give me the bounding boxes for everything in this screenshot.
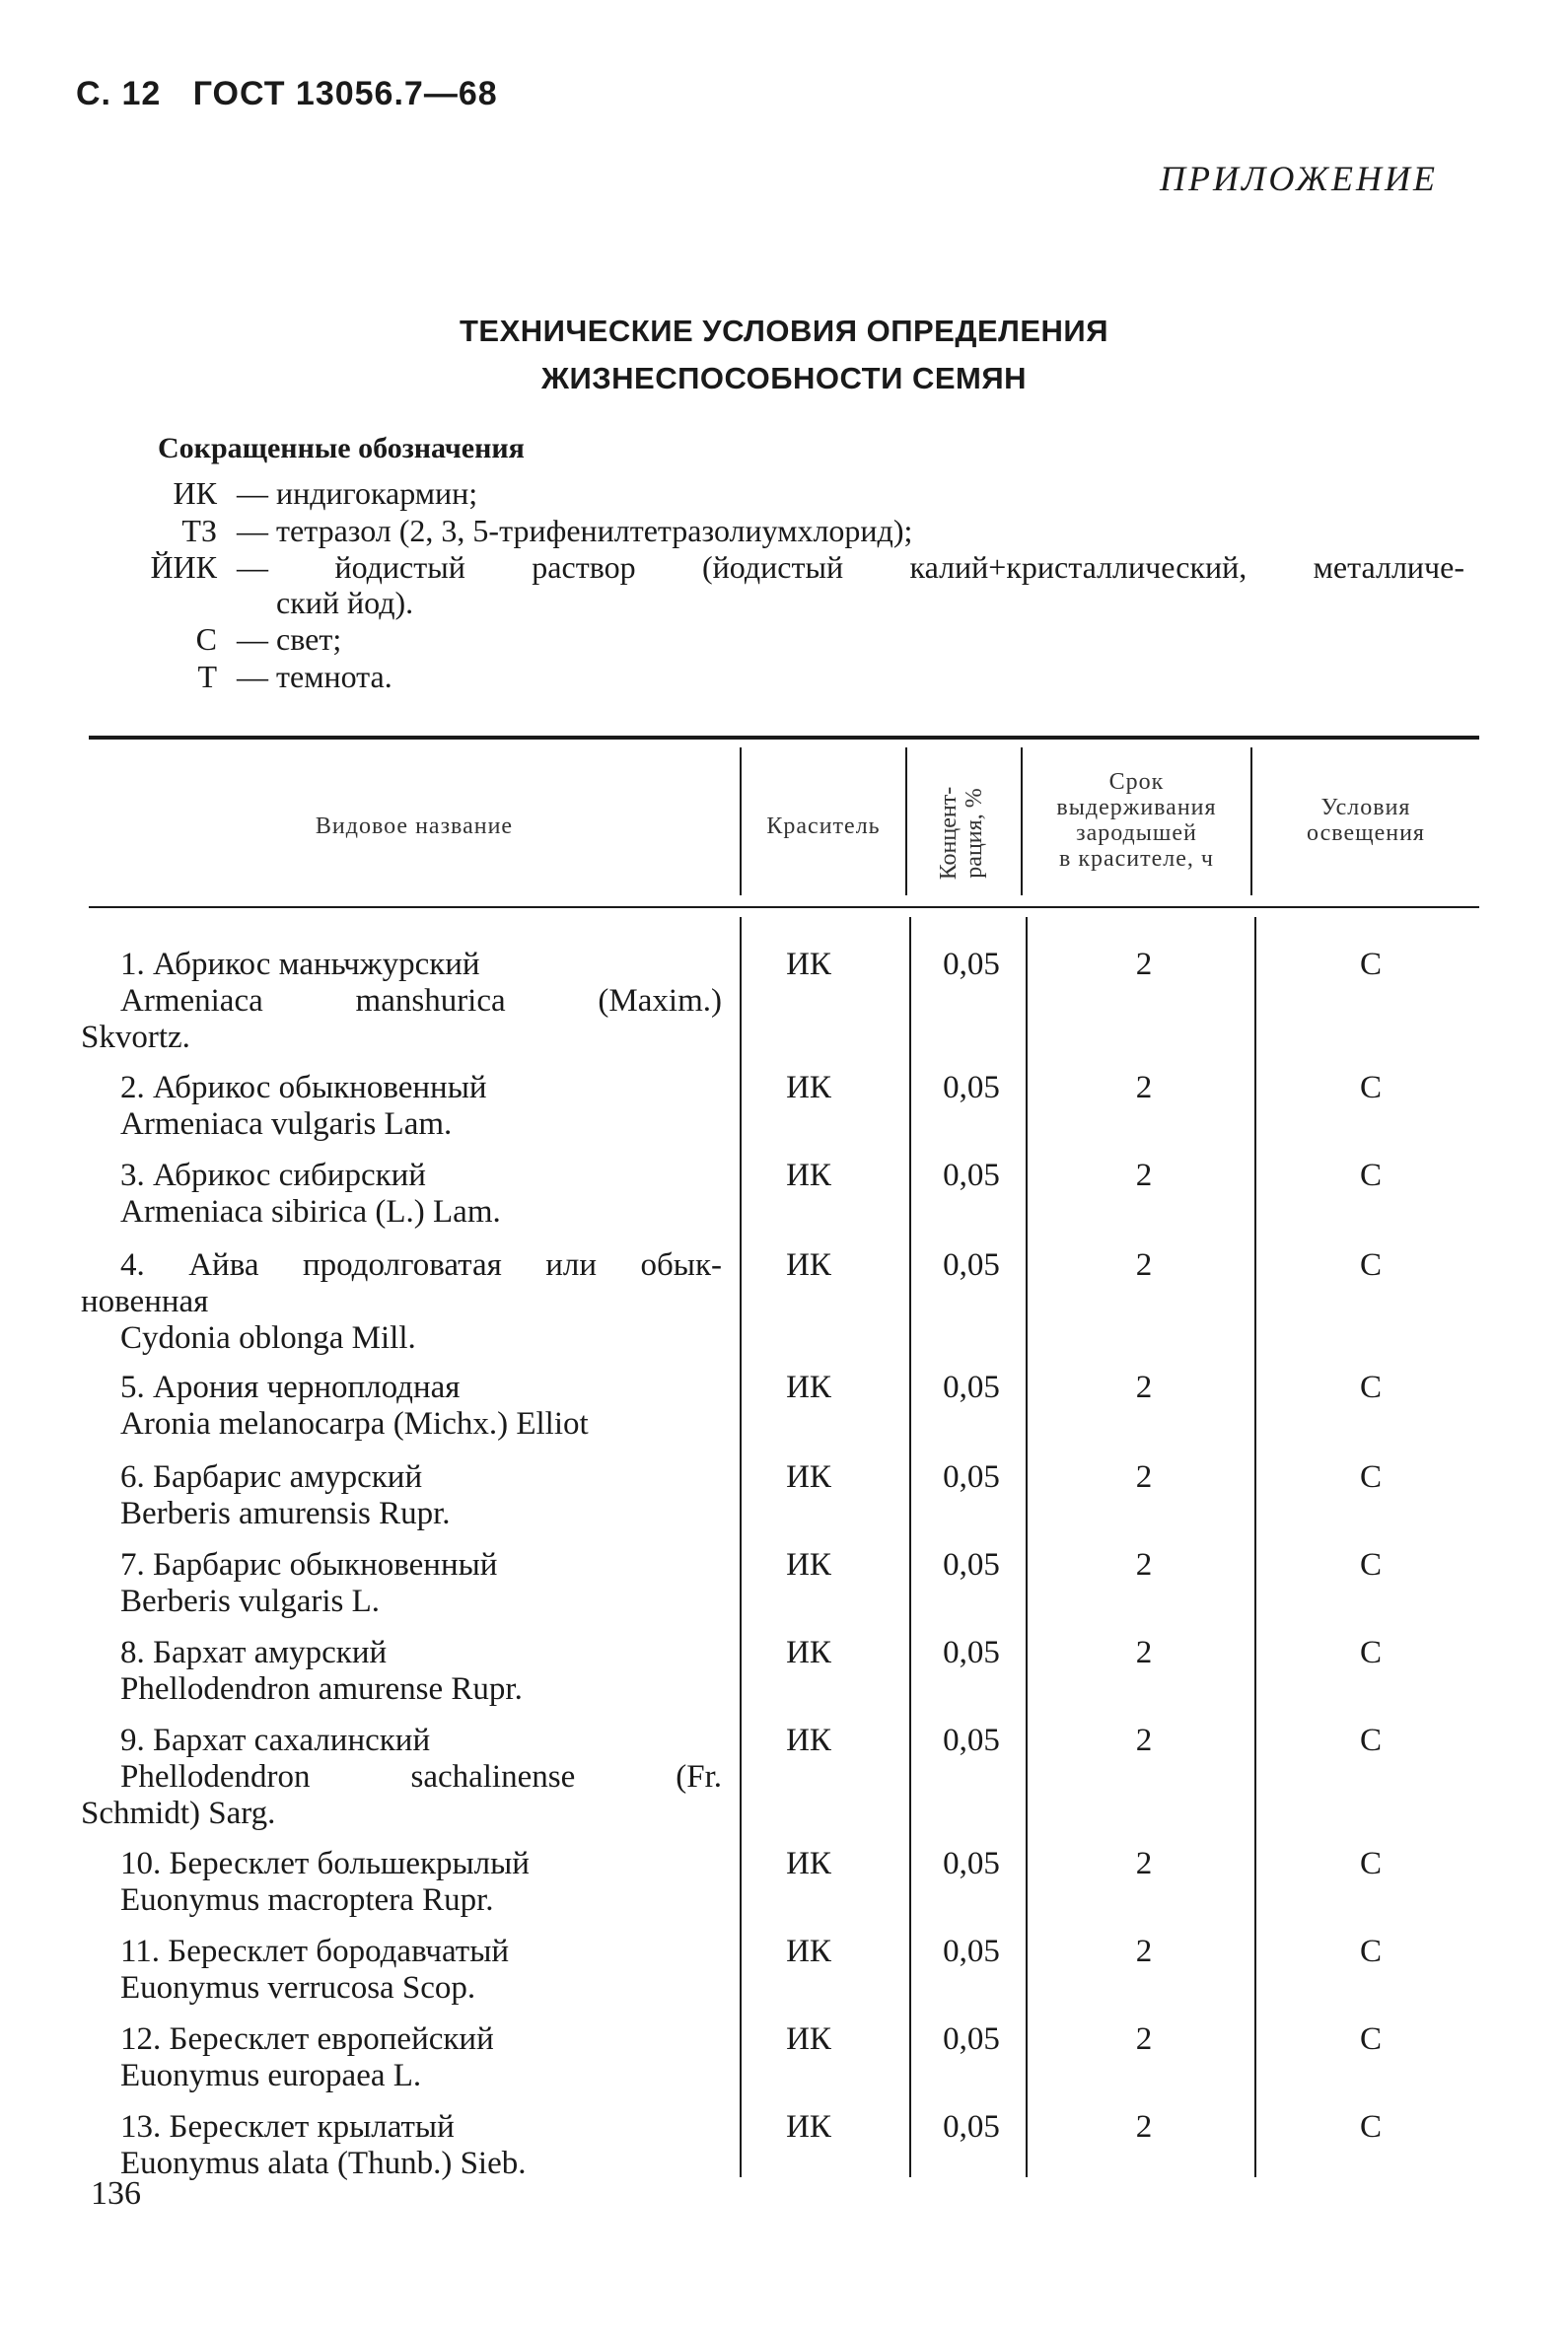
concentration: 0,05 bbox=[943, 2109, 1000, 2145]
column-header-time: Срок выдерживания зародышей в красителе, ч bbox=[1056, 769, 1217, 872]
species-name: 6. Барбарис амурский Berberis amurensis Rupr. bbox=[120, 1459, 451, 1531]
species-name: 2. Абрикос обыкновенный Armeniaca vulgaris Lam. bbox=[120, 1070, 487, 1142]
holding-time: 2 bbox=[1135, 1846, 1153, 1881]
abbr-definition: — свет; bbox=[237, 621, 342, 657]
holding-time: 2 bbox=[1135, 1934, 1153, 1969]
concentration: 0,05 bbox=[943, 1370, 1000, 1405]
dye: ИК bbox=[786, 1723, 831, 1758]
standard-number: ГОСТ 13056.7—68 bbox=[192, 75, 498, 112]
lighting-condition: С bbox=[1359, 1247, 1382, 1283]
holding-time: 2 bbox=[1135, 1547, 1153, 1583]
lighting-condition: С bbox=[1359, 1370, 1382, 1405]
lighting-condition: С bbox=[1359, 2021, 1382, 2057]
concentration: 0,05 bbox=[943, 1635, 1000, 1670]
abbr-term: Т bbox=[197, 659, 217, 694]
species-name: 1. Абрикос маньчжурский Armeniaca manshurica (Maxim.) Skvortz. bbox=[81, 947, 722, 1055]
dye: ИК bbox=[786, 1846, 831, 1881]
species-name: 13. Бересклет крылатый Euonymus alata (Thunb.) Sieb. bbox=[120, 2109, 527, 2181]
dye: ИК bbox=[786, 1247, 831, 1283]
species-name: 3. Абрикос сибирский Armeniaca sibirica (L.) Lam. bbox=[120, 1158, 501, 1230]
column-divider bbox=[905, 747, 907, 895]
species-name: 12. Бересклет европейский Euonymus europaea L. bbox=[120, 2021, 494, 2093]
concentration: 0,05 bbox=[943, 2021, 1000, 2057]
document-title-line1: ТЕХНИЧЕСКИЕ УСЛОВИЯ ОПРЕДЕЛЕНИЯ bbox=[459, 314, 1108, 348]
species-name: 9. Бархат сахалинский Phellodendron sachalinense (Fr. Schmidt) Sarg. bbox=[81, 1723, 722, 1831]
concentration: 0,05 bbox=[943, 1070, 1000, 1105]
concentration: 0,05 bbox=[943, 1547, 1000, 1583]
abbr-term: ТЗ bbox=[181, 513, 217, 548]
abbr-definition-continued: ский йод). bbox=[276, 585, 414, 620]
lighting-condition: С bbox=[1359, 1547, 1382, 1583]
dye: ИК bbox=[786, 1934, 831, 1969]
abbr-term: С bbox=[195, 621, 217, 657]
lighting-condition: С bbox=[1359, 1723, 1382, 1758]
dye: ИК bbox=[786, 1370, 831, 1405]
abbr-definition: — темнота. bbox=[237, 659, 392, 694]
dye: ИК bbox=[786, 2021, 831, 2057]
lighting-condition: С bbox=[1359, 1070, 1382, 1105]
dye: ИК bbox=[786, 2109, 831, 2145]
dye: ИК bbox=[786, 1635, 831, 1670]
column-divider bbox=[1254, 917, 1256, 2177]
document-title-line2: ЖИЗНЕСПОСОБНОСТИ СЕМЯН bbox=[540, 361, 1028, 395]
abbr-term: ИК bbox=[173, 475, 217, 511]
page-label: С. 12 bbox=[76, 75, 162, 112]
species-name: 4. Айва продолговатая или обык- новенная Cydonia oblonga Mill. bbox=[81, 1247, 722, 1356]
holding-time: 2 bbox=[1135, 1158, 1153, 1193]
holding-time: 2 bbox=[1135, 947, 1153, 982]
holding-time: 2 bbox=[1135, 1723, 1153, 1758]
concentration: 0,05 bbox=[943, 1723, 1000, 1758]
lighting-condition: С bbox=[1359, 1934, 1382, 1969]
holding-time: 2 bbox=[1135, 1635, 1153, 1670]
table-top-rule bbox=[89, 736, 1479, 740]
dye: ИК bbox=[786, 947, 831, 982]
holding-time: 2 bbox=[1135, 2021, 1153, 2057]
page-number: 136 bbox=[91, 2175, 141, 2212]
lighting-condition: С bbox=[1359, 1459, 1382, 1495]
lighting-condition: С bbox=[1359, 1635, 1382, 1670]
concentration: 0,05 bbox=[943, 1158, 1000, 1193]
species-name: 10. Бересклет большекрылый Euonymus macroptera Rupr. bbox=[120, 1846, 530, 1918]
table-header-rule bbox=[89, 906, 1479, 908]
holding-time: 2 bbox=[1135, 1070, 1153, 1105]
species-name: 8. Бархат амурский Phellodendron amurense Rupr. bbox=[120, 1635, 523, 1707]
concentration: 0,05 bbox=[943, 1934, 1000, 1969]
species-name: 11. Бересклет бородавчатый Euonymus verrucosa Scop. bbox=[120, 1934, 510, 2006]
abbreviations-list bbox=[0, 0, 1568, 710]
concentration: 0,05 bbox=[943, 1846, 1000, 1881]
concentration: 0,05 bbox=[943, 1459, 1000, 1495]
abbr-definition: — йодистый раствор (йодистый калий+кристаллический, металличе- bbox=[237, 549, 1464, 585]
dye: ИК bbox=[786, 1158, 831, 1193]
appendix-label: ПРИЛОЖЕНИЕ bbox=[1160, 159, 1438, 198]
lighting-condition: С bbox=[1359, 1158, 1382, 1193]
lighting-condition: С bbox=[1359, 1846, 1382, 1881]
holding-time: 2 bbox=[1135, 1459, 1153, 1495]
dye: ИК bbox=[786, 1070, 831, 1105]
abbr-definition: — индигокармин; bbox=[237, 475, 478, 511]
species-name: 7. Барбарис обыкновенный Berberis vulgaris L. bbox=[120, 1547, 498, 1619]
lighting-condition: С bbox=[1359, 947, 1382, 982]
holding-time: 2 bbox=[1135, 2109, 1153, 2145]
holding-time: 2 bbox=[1135, 1247, 1153, 1283]
abbr-definition: — тетразол (2, 3, 5-трифенилтетразолиумхлорид); bbox=[237, 513, 913, 548]
concentration: 0,05 bbox=[943, 1247, 1000, 1283]
dye: ИК bbox=[786, 1459, 831, 1495]
column-header-dye: Краситель bbox=[766, 813, 881, 839]
dye: ИК bbox=[786, 1547, 831, 1583]
abbr-term: ЙИК bbox=[150, 549, 217, 585]
species-name: 5. Арония черноплодная Aronia melanocarpa (Michx.) Elliot bbox=[120, 1370, 589, 1442]
column-header-lighting: Условия освещения bbox=[1307, 795, 1425, 846]
lighting-condition: С bbox=[1359, 2109, 1382, 2145]
holding-time: 2 bbox=[1135, 1370, 1153, 1405]
column-header-name: Видовое название bbox=[315, 813, 514, 839]
column-header-concentration: Концент- рация, % bbox=[936, 786, 987, 881]
abbreviations-heading: Сокращенные обозначения bbox=[158, 432, 525, 464]
concentration: 0,05 bbox=[943, 947, 1000, 982]
